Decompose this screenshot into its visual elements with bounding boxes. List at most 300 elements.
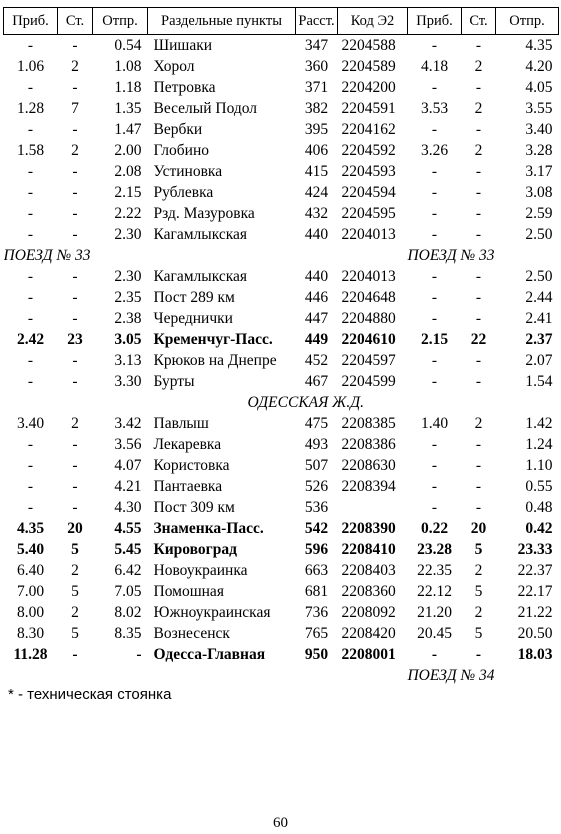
stop-cell: -: [72, 162, 78, 180]
station-code-cell: 2204589: [341, 57, 396, 75]
stop-return-cell: -: [475, 477, 482, 495]
arrival-return-cell: -: [431, 183, 438, 201]
stop-cell: -: [72, 267, 78, 285]
departure-return-cell: 2.41: [525, 309, 553, 327]
station-name-cell: Хорол: [153, 57, 195, 75]
departure-cell: 2.08: [114, 162, 142, 180]
train-number-row: [4, 665, 559, 686]
station-code-cell: 2208630: [341, 456, 396, 474]
stop-return-cell: -: [475, 351, 482, 369]
station-code-cell: 2204592: [341, 141, 396, 159]
arrival-cell: -: [27, 372, 34, 390]
stop-cell: 2: [71, 414, 79, 432]
departure-return-cell: 22.37: [517, 561, 553, 579]
station-row: [4, 266, 559, 287]
station-row: [4, 350, 559, 371]
stop-cell: 7: [71, 99, 79, 117]
arrival-cell: -: [27, 351, 34, 369]
departure-cell: 1.08: [114, 57, 142, 75]
stop-return-cell: 2: [474, 603, 483, 621]
stop-cell: -: [72, 435, 78, 453]
departure-cell: 2.38: [114, 309, 142, 327]
station-name-cell: Череднички: [153, 309, 233, 327]
arrival-return-cell: -: [431, 435, 438, 453]
stop-cell: 2: [71, 561, 79, 579]
station-code-cell: 2208385: [341, 414, 396, 432]
station-name-cell: Лекаревка: [153, 435, 222, 453]
arrival-cell: -: [27, 162, 34, 180]
arrival-cell: 1.28: [16, 99, 45, 117]
departure-cell: 2.15: [114, 183, 142, 201]
departure-cell: 1.47: [114, 120, 142, 138]
stop-cell: -: [72, 288, 78, 306]
stop-cell: 2: [71, 57, 79, 75]
stop-cell: -: [72, 183, 78, 201]
station-row: [4, 413, 559, 434]
distance-cell: 765: [304, 624, 329, 642]
stop-cell: -: [72, 351, 78, 369]
departure-return-cell: 2.59: [525, 204, 553, 222]
departure-cell: 4.07: [114, 456, 142, 474]
station-row: [4, 119, 559, 140]
arrival-return-cell: 23.28: [417, 540, 452, 558]
stop-return-cell: -: [475, 162, 482, 180]
station-row: [4, 77, 559, 98]
departure-cell: 1.35: [114, 99, 142, 117]
departure-return-cell: 3.28: [525, 141, 553, 159]
railway-section-row: [4, 392, 559, 413]
station-name-cell: Помошная: [153, 582, 224, 600]
distance-cell: 596: [304, 540, 329, 558]
arrival-return-cell: -: [431, 120, 438, 138]
stop-return-cell: 5: [474, 540, 483, 558]
station-name-cell: Кременчуг-Пасс.: [153, 330, 273, 348]
arrival-cell: -: [27, 120, 34, 138]
footnote: * - техническая стоянка: [8, 686, 172, 703]
arrival-cell: -: [27, 477, 34, 495]
station-name-cell: Користовка: [153, 456, 230, 474]
stop-cell: 23: [67, 330, 83, 348]
header-code: Код Э2: [338, 8, 408, 35]
arrival-cell: 8.30: [16, 624, 45, 642]
distance-cell: 736: [304, 603, 329, 621]
arrival-return-cell: 21.20: [417, 603, 452, 621]
departure-cell: 4.55: [114, 519, 142, 537]
distance-cell: 536: [304, 498, 329, 516]
station-code-cell: 2204595: [341, 204, 396, 222]
station-name-cell: Шишаки: [153, 36, 213, 54]
station-name-cell: Вознесенск: [153, 624, 230, 642]
station-row: [4, 98, 559, 119]
stop-cell: -: [72, 78, 78, 96]
stop-return-cell: -: [475, 225, 482, 243]
station-row: [4, 329, 559, 350]
station-name-cell: Кагамлыкская: [153, 267, 248, 285]
station-name-cell: Пост 309 км: [153, 498, 235, 516]
arrival-cell: 1.06: [16, 57, 45, 75]
stop-cell: 2: [71, 141, 79, 159]
distance-cell: 475: [304, 414, 329, 432]
arrival-cell: -: [27, 498, 34, 516]
arrival-return-cell: -: [431, 225, 438, 243]
station-code-cell: 2208403: [341, 561, 396, 579]
station-row: [4, 581, 559, 602]
stop-return-cell: 22: [470, 330, 487, 348]
arrival-return-cell: 3.53: [420, 99, 449, 117]
departure-cell: 0.54: [114, 36, 142, 54]
departure-cell: 2.35: [114, 288, 142, 306]
train-number-return: ПОЕЗД № 33: [407, 246, 495, 264]
departure-cell: 4.30: [114, 498, 142, 516]
arrival-return-cell: 22.12: [417, 582, 452, 600]
distance-cell: 432: [304, 204, 329, 222]
station-name-cell: Глобино: [153, 141, 210, 159]
station-name-cell: Бурты: [153, 372, 195, 390]
arrival-return-cell: 3.26: [420, 141, 449, 159]
departure-cell: 2.00: [114, 141, 142, 159]
stop-return-cell: 2: [474, 99, 483, 117]
arrival-cell: -: [27, 435, 34, 453]
departure-return-cell: 18.03: [517, 645, 553, 663]
arrival-cell: 8.00: [16, 603, 45, 621]
train-number-outbound: ПОЕЗД № 33: [3, 246, 91, 264]
departure-cell: 2.30: [114, 225, 142, 243]
stop-return-cell: -: [475, 120, 482, 138]
arrival-cell: -: [27, 267, 34, 285]
departure-return-cell: 20.50: [517, 624, 553, 642]
arrival-cell: -: [27, 36, 34, 54]
station-name-cell: Кагамлыкская: [153, 225, 248, 243]
arrival-cell: 5.40: [16, 540, 45, 558]
stop-cell: 5: [71, 582, 79, 600]
station-code-cell: 2208092: [341, 603, 396, 621]
stop-return-cell: 20: [470, 519, 487, 537]
arrival-cell: -: [27, 288, 34, 306]
header-arrival: Приб.: [4, 8, 58, 35]
stop-cell: -: [72, 498, 78, 516]
station-code-cell: 2204599: [341, 372, 396, 390]
stop-return-cell: -: [475, 456, 482, 474]
departure-return-cell: 3.08: [525, 183, 553, 201]
station-code-cell: 2204013: [341, 267, 396, 285]
station-code-cell: 2204597: [341, 351, 396, 369]
station-row: [4, 476, 559, 497]
timetable: [3, 7, 559, 686]
arrival-cell: -: [27, 456, 34, 474]
station-row: [4, 224, 559, 245]
arrival-return-cell: 1.40: [420, 414, 449, 432]
station-code-cell: 2204648: [341, 288, 396, 306]
station-name-cell: Петровка: [153, 78, 216, 96]
header-row: [4, 8, 559, 35]
stop-cell: -: [72, 372, 78, 390]
stop-return-cell: -: [475, 309, 482, 327]
arrival-return-cell: -: [431, 645, 438, 663]
station-code-cell: 2204610: [341, 330, 396, 348]
station-code-cell: 2208410: [341, 540, 396, 558]
arrival-return-cell: 22.35: [417, 561, 452, 579]
station-name-cell: Кировоград: [153, 540, 237, 558]
departure-return-cell: 1.10: [525, 456, 553, 474]
header-departure-return: Отпр.: [496, 8, 559, 35]
departure-cell: 3.13: [114, 351, 142, 369]
station-code-cell: 2204880: [341, 309, 396, 327]
stop-return-cell: -: [475, 78, 482, 96]
header-stop: Ст.: [58, 8, 93, 35]
departure-return-cell: 23.33: [517, 540, 553, 558]
departure-cell: 5.45: [114, 540, 142, 558]
station-row: [4, 287, 559, 308]
distance-cell: 440: [304, 267, 329, 285]
stop-return-cell: -: [475, 267, 482, 285]
arrival-return-cell: -: [431, 267, 438, 285]
stop-return-cell: -: [475, 204, 482, 222]
stop-cell: -: [72, 645, 78, 663]
departure-return-cell: 21.22: [517, 603, 553, 621]
arrival-return-cell: -: [431, 288, 438, 306]
arrival-return-cell: -: [431, 36, 438, 54]
departure-cell: 4.21: [114, 477, 142, 495]
arrival-cell: 7.00: [16, 582, 45, 600]
distance-cell: 452: [304, 351, 329, 369]
stop-cell: -: [72, 120, 78, 138]
distance-cell: 395: [304, 120, 329, 138]
station-row: [4, 182, 559, 203]
departure-cell: -: [136, 645, 142, 663]
departure-return-cell: 1.54: [525, 372, 553, 390]
departure-return-cell: 0.48: [525, 498, 553, 516]
arrival-return-cell: -: [431, 498, 438, 516]
station-row: [4, 539, 559, 560]
departure-cell: 1.18: [114, 78, 142, 96]
station-row: [4, 140, 559, 161]
distance-cell: 446: [304, 288, 329, 306]
station-code-cell: 2208001: [341, 645, 396, 663]
stop-cell: -: [72, 36, 78, 54]
station-code-cell: 2204162: [341, 120, 396, 138]
station-name-cell: Знаменка-Пасс.: [153, 519, 264, 537]
arrival-return-cell: 20.45: [417, 624, 452, 642]
stop-return-cell: -: [475, 36, 482, 54]
stop-return-cell: 5: [474, 624, 483, 642]
train-number-return: ПОЕЗД № 34: [407, 666, 495, 684]
stop-cell: 2: [71, 603, 79, 621]
departure-cell: 8.02: [114, 603, 142, 621]
arrival-return-cell: -: [431, 309, 438, 327]
distance-cell: 424: [304, 183, 329, 201]
distance-cell: 467: [304, 372, 329, 390]
stop-return-cell: 2: [474, 414, 483, 432]
arrival-return-cell: -: [431, 477, 438, 495]
departure-return-cell: 1.42: [525, 414, 553, 432]
distance-cell: 681: [304, 582, 329, 600]
station-name-cell: Вербки: [153, 120, 203, 138]
station-code-cell: 2204588: [341, 36, 396, 54]
station-code-cell: 2204013: [341, 225, 396, 243]
stop-cell: -: [72, 456, 78, 474]
arrival-cell: -: [27, 78, 34, 96]
station-row: [4, 455, 559, 476]
distance-cell: 507: [304, 456, 329, 474]
departure-cell: 2.30: [114, 267, 142, 285]
station-row: [4, 203, 559, 224]
distance-cell: 493: [304, 435, 329, 453]
stop-cell: 20: [67, 519, 83, 537]
station-row: [4, 623, 559, 644]
railway-name: ОДЕССКАЯ Ж.Д.: [247, 393, 364, 411]
station-row: [4, 308, 559, 329]
station-row: [4, 497, 559, 518]
station-name-cell: Павлыш: [153, 414, 209, 432]
departure-return-cell: 0.42: [525, 519, 553, 537]
distance-cell: 950: [304, 645, 329, 663]
departure-return-cell: 1.24: [525, 435, 553, 453]
departure-return-cell: 3.17: [525, 162, 553, 180]
departure-cell: 7.05: [114, 582, 142, 600]
arrival-return-cell: -: [431, 162, 438, 180]
departure-return-cell: 2.44: [525, 288, 553, 306]
station-row: [4, 434, 559, 455]
distance-cell: 449: [304, 330, 329, 348]
header-arrival-return: Приб.: [408, 8, 462, 35]
train-number-row: [4, 245, 559, 266]
departure-return-cell: 2.50: [525, 267, 553, 285]
stop-return-cell: -: [475, 435, 482, 453]
arrival-return-cell: 2.15: [420, 330, 449, 348]
stop-cell: -: [72, 309, 78, 327]
station-code-cell: 2208360: [341, 582, 396, 600]
distance-cell: 415: [304, 162, 329, 180]
distance-cell: 526: [304, 477, 329, 495]
station-name-cell: Рзд. Мазуровка: [153, 204, 255, 222]
station-code-cell: 2208394: [341, 477, 396, 495]
arrival-cell: 3.40: [16, 414, 45, 432]
arrival-return-cell: -: [431, 351, 438, 369]
arrival-cell: 1.58: [16, 141, 45, 159]
stop-return-cell: 2: [474, 561, 483, 579]
station-name-cell: Устиновка: [153, 162, 223, 180]
stop-return-cell: -: [475, 372, 482, 390]
stop-return-cell: 5: [474, 582, 483, 600]
page-number: 60: [273, 815, 288, 831]
departure-cell: 3.42: [114, 414, 142, 432]
departure-return-cell: 2.07: [525, 351, 553, 369]
arrival-cell: 11.28: [13, 645, 48, 663]
arrival-cell: 4.35: [16, 519, 45, 537]
distance-cell: 440: [304, 225, 329, 243]
arrival-cell: -: [27, 204, 34, 222]
header-departure: Отпр.: [93, 8, 148, 35]
distance-cell: 371: [304, 78, 329, 96]
train-number-outbound: [4, 665, 296, 686]
distance-cell: 406: [304, 141, 329, 159]
departure-return-cell: 4.35: [525, 36, 553, 54]
arrival-cell: -: [27, 183, 34, 201]
departure-return-cell: 22.17: [517, 582, 553, 600]
departure-cell: 2.22: [114, 204, 142, 222]
distance-cell: 347: [304, 36, 329, 54]
station-code-cell: 2204591: [341, 99, 396, 117]
arrival-cell: -: [27, 225, 34, 243]
arrival-cell: 6.40: [16, 561, 45, 579]
station-code-cell: [338, 497, 408, 518]
departure-return-cell: 4.05: [525, 78, 553, 96]
stop-cell: 5: [71, 540, 79, 558]
arrival-return-cell: -: [431, 372, 438, 390]
departure-cell: 3.56: [114, 435, 142, 453]
station-name-cell: Южноукраинская: [153, 603, 271, 621]
station-name-cell: Одесса-Главная: [153, 645, 266, 663]
station-row: [4, 644, 559, 665]
station-row: [4, 371, 559, 392]
distance-cell: 382: [304, 99, 329, 117]
departure-return-cell: 3.40: [525, 120, 553, 138]
station-row: [4, 518, 559, 539]
station-code-cell: 2204200: [341, 78, 396, 96]
station-name-cell: Пантаевка: [153, 477, 223, 495]
station-code-cell: 2204594: [341, 183, 396, 201]
stop-return-cell: 2: [474, 141, 483, 159]
arrival-cell: -: [27, 309, 34, 327]
stop-return-cell: -: [475, 288, 482, 306]
stop-return-cell: 2: [474, 57, 483, 75]
arrival-return-cell: -: [431, 204, 438, 222]
departure-cell: 3.05: [114, 330, 142, 348]
station-name-cell: Рублевка: [153, 183, 214, 201]
distance-cell: 360: [304, 57, 329, 75]
stop-cell: -: [72, 477, 78, 495]
station-row: [4, 161, 559, 182]
departure-cell: 3.30: [114, 372, 142, 390]
station-row: [4, 602, 559, 623]
station-code-cell: 2208386: [341, 435, 396, 453]
arrival-return-cell: -: [431, 456, 438, 474]
station-name-cell: Новоукраинка: [153, 561, 248, 579]
station-name-cell: Крюков на Днепре: [153, 351, 277, 369]
station-code-cell: 2204593: [341, 162, 396, 180]
arrival-return-cell: -: [431, 78, 438, 96]
distance-cell: 542: [304, 519, 329, 537]
station-row: [4, 35, 559, 57]
stop-cell: -: [72, 204, 78, 222]
station-name-cell: Веселый Подол: [153, 99, 258, 117]
station-code-cell: 2208420: [341, 624, 396, 642]
timetable-body: [4, 35, 559, 687]
departure-cell: 6.42: [114, 561, 142, 579]
departure-cell: 8.35: [114, 624, 142, 642]
stop-cell: -: [72, 225, 78, 243]
station-name-cell: Пост 289 км: [153, 288, 235, 306]
arrival-return-cell: 4.18: [420, 57, 449, 75]
departure-return-cell: 3.55: [525, 99, 553, 117]
departure-return-cell: 0.55: [525, 477, 553, 495]
departure-return-cell: 2.37: [525, 330, 553, 348]
stop-return-cell: -: [475, 645, 482, 663]
distance-cell: 663: [304, 561, 329, 579]
departure-return-cell: 2.50: [525, 225, 553, 243]
departure-return-cell: 4.20: [525, 57, 553, 75]
station-code-cell: 2208390: [341, 519, 396, 537]
station-row: [4, 56, 559, 77]
station-row: [4, 560, 559, 581]
stop-return-cell: -: [475, 498, 482, 516]
arrival-cell: 2.42: [16, 330, 45, 348]
arrival-return-cell: 0.22: [420, 519, 449, 537]
header-stop-return: Ст.: [462, 8, 496, 35]
header-stations: Раздельные пункты: [148, 8, 296, 35]
stop-cell: 5: [71, 624, 79, 642]
header-distance: Расст.: [296, 8, 338, 35]
